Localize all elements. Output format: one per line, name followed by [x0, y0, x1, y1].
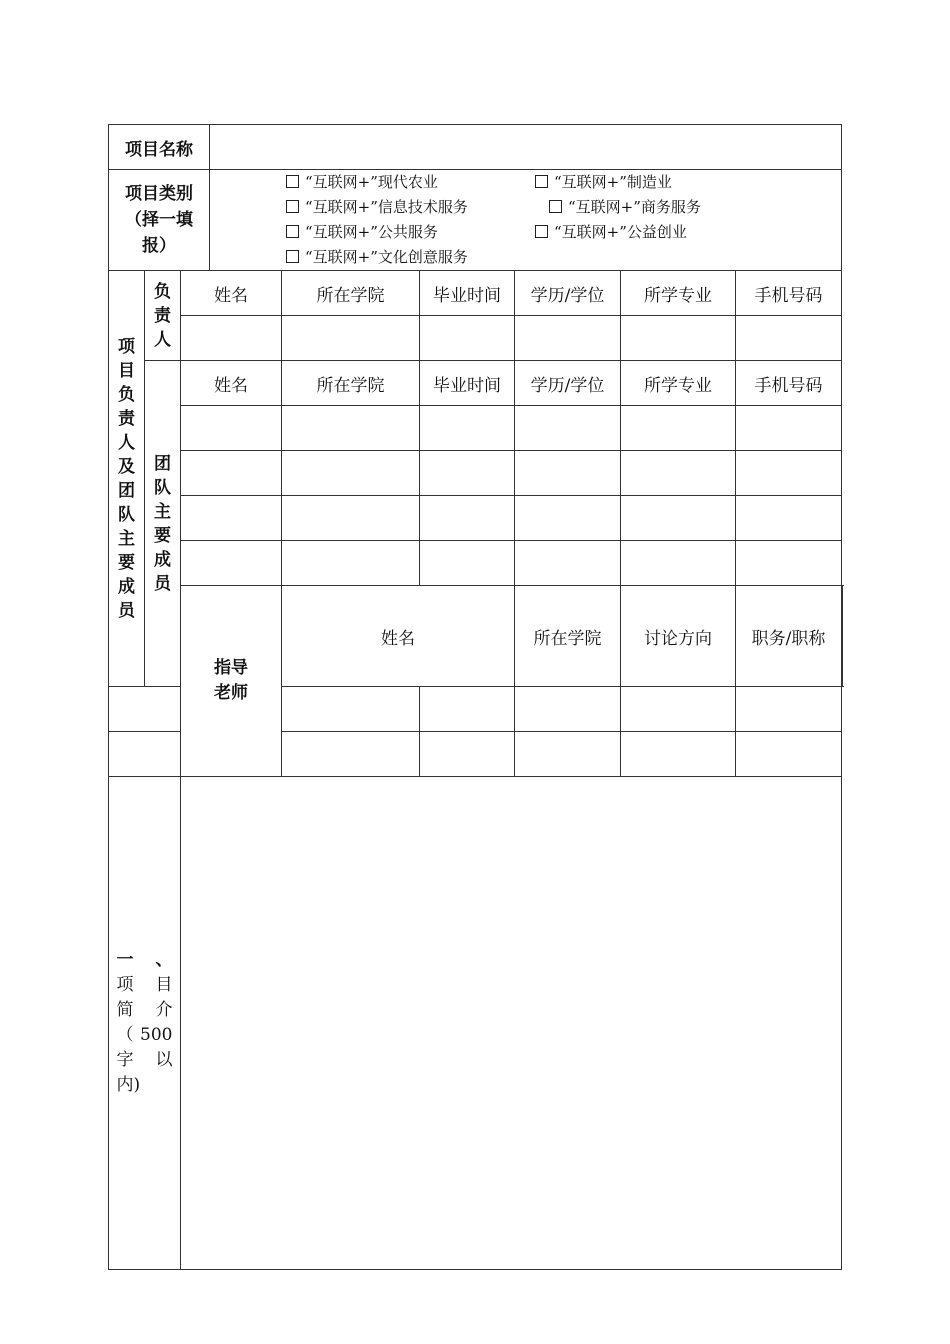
input-cell[interactable] — [282, 541, 420, 586]
header-cell: 所在学院 — [515, 586, 621, 687]
intro-label-line: 项目 — [116, 975, 173, 995]
input-cell[interactable] — [282, 496, 420, 541]
members-label: 团 队 主 要 成 员 — [145, 361, 181, 687]
input-cell[interactable] — [515, 687, 621, 732]
input-cell[interactable] — [109, 732, 181, 777]
header-cell: 所学专业 — [621, 271, 736, 316]
intro-label-line: 字以 — [116, 1050, 173, 1070]
input-cell[interactable] — [736, 496, 842, 541]
input-cell[interactable] — [621, 496, 736, 541]
project-name-field[interactable] — [210, 125, 842, 170]
input-cell[interactable] — [736, 687, 842, 732]
category-option-it-services[interactable]: “互联网+”信息技术服务 — [286, 195, 468, 220]
category-label-line: （择一填 — [125, 210, 193, 230]
header-cell: 所在学院 — [282, 361, 420, 406]
checkbox-icon[interactable] — [286, 250, 299, 263]
input-cell[interactable] — [736, 406, 842, 451]
input-cell[interactable] — [181, 541, 282, 586]
input-cell[interactable] — [736, 451, 842, 496]
header-cell: 姓名 — [282, 586, 515, 687]
input-cell[interactable] — [515, 541, 621, 586]
member-input-row — [109, 541, 843, 586]
input-cell[interactable] — [282, 687, 420, 732]
input-cell[interactable] — [736, 316, 842, 361]
header-cell: 学历/学位 — [515, 271, 621, 316]
checkbox-icon[interactable] — [535, 175, 548, 188]
input-cell[interactable] — [282, 732, 420, 777]
project-category-label — [109, 170, 210, 271]
intro-label-line: 一、 — [116, 950, 173, 970]
member-input-row — [109, 451, 843, 496]
input-cell[interactable] — [420, 732, 515, 777]
checkbox-icon[interactable] — [535, 225, 548, 238]
leader-label: 负 责 人 — [145, 271, 181, 361]
header-cell: 手机号码 — [736, 271, 842, 316]
project-category-row — [109, 170, 843, 271]
input-cell[interactable] — [621, 732, 736, 777]
category-option-public-services[interactable]: “互联网+”公共服务 — [286, 220, 438, 245]
input-cell[interactable] — [420, 406, 515, 451]
input-cell[interactable] — [515, 496, 621, 541]
category-option-agriculture[interactable]: “互联网+”现代农业 — [286, 170, 438, 195]
input-cell[interactable] — [420, 687, 515, 732]
header-cell: 毕业时间 — [420, 361, 515, 406]
category-label-line: 项目类别 — [125, 184, 193, 204]
intro-label-line: 简介 — [116, 1000, 173, 1020]
project-name-row — [109, 125, 843, 170]
intro-row — [109, 777, 843, 1270]
category-label-line: 报） — [142, 236, 176, 256]
header-cell: 所学专业 — [621, 361, 736, 406]
team-outer-label: 项 目 负 责 人 及 团 队 主 要 成 员 — [109, 271, 145, 687]
project-application-table — [108, 124, 843, 1270]
category-option-business-services[interactable]: “互联网+”商务服务 — [549, 195, 701, 220]
checkbox-icon[interactable] — [286, 175, 299, 188]
input-cell[interactable] — [621, 406, 736, 451]
intro-label-line: （500 — [116, 1025, 173, 1045]
input-cell[interactable] — [736, 732, 842, 777]
input-cell[interactable] — [420, 316, 515, 361]
input-cell[interactable] — [621, 316, 736, 361]
header-cell: 姓名 — [181, 361, 282, 406]
input-cell[interactable] — [181, 451, 282, 496]
input-cell[interactable] — [515, 316, 621, 361]
leader-input-row — [109, 316, 843, 361]
leader-header-row — [109, 271, 843, 316]
advisor-label: 指导 老师 — [181, 586, 282, 777]
intro-label — [109, 777, 181, 1270]
input-cell[interactable] — [621, 687, 736, 732]
category-option-public-welfare[interactable]: “互联网+”公益创业 — [535, 220, 687, 245]
category-option-cultural-creative[interactable]: “互联网+”文化创意服务 — [286, 245, 468, 270]
input-cell[interactable] — [621, 541, 736, 586]
input-cell[interactable] — [181, 316, 282, 361]
project-name-label: 项目名称 — [109, 125, 210, 170]
checkbox-icon[interactable] — [286, 200, 299, 213]
input-cell[interactable] — [736, 541, 842, 586]
input-cell[interactable] — [420, 496, 515, 541]
input-cell[interactable] — [181, 496, 282, 541]
input-cell[interactable] — [515, 451, 621, 496]
input-cell[interactable] — [420, 451, 515, 496]
header-cell: 所在学院 — [282, 271, 420, 316]
member-input-row — [109, 496, 843, 541]
checkbox-icon[interactable] — [549, 200, 562, 213]
members-header-row — [109, 361, 843, 406]
checkbox-icon[interactable] — [286, 225, 299, 238]
input-cell[interactable] — [282, 406, 420, 451]
intro-text-area[interactable] — [181, 777, 842, 1270]
header-cell: 毕业时间 — [420, 271, 515, 316]
member-input-row — [109, 406, 843, 451]
input-cell[interactable] — [109, 687, 181, 732]
project-category-options — [210, 170, 842, 271]
category-option-manufacturing[interactable]: “互联网+”制造业 — [535, 170, 672, 195]
header-cell: 讨论方向 — [621, 586, 736, 687]
advisor-header-row — [109, 586, 843, 687]
input-cell[interactable] — [515, 732, 621, 777]
input-cell[interactable] — [181, 406, 282, 451]
header-cell: 姓名 — [181, 271, 282, 316]
header-cell: 手机号码 — [736, 361, 842, 406]
header-cell: 学历/学位 — [515, 361, 621, 406]
input-cell[interactable] — [282, 316, 420, 361]
header-cell: 职务/职称 — [736, 586, 842, 687]
input-cell[interactable] — [282, 451, 420, 496]
input-cell[interactable] — [621, 451, 736, 496]
input-cell[interactable] — [420, 541, 515, 586]
intro-label-line: 内) — [116, 1075, 141, 1095]
input-cell[interactable] — [515, 406, 621, 451]
